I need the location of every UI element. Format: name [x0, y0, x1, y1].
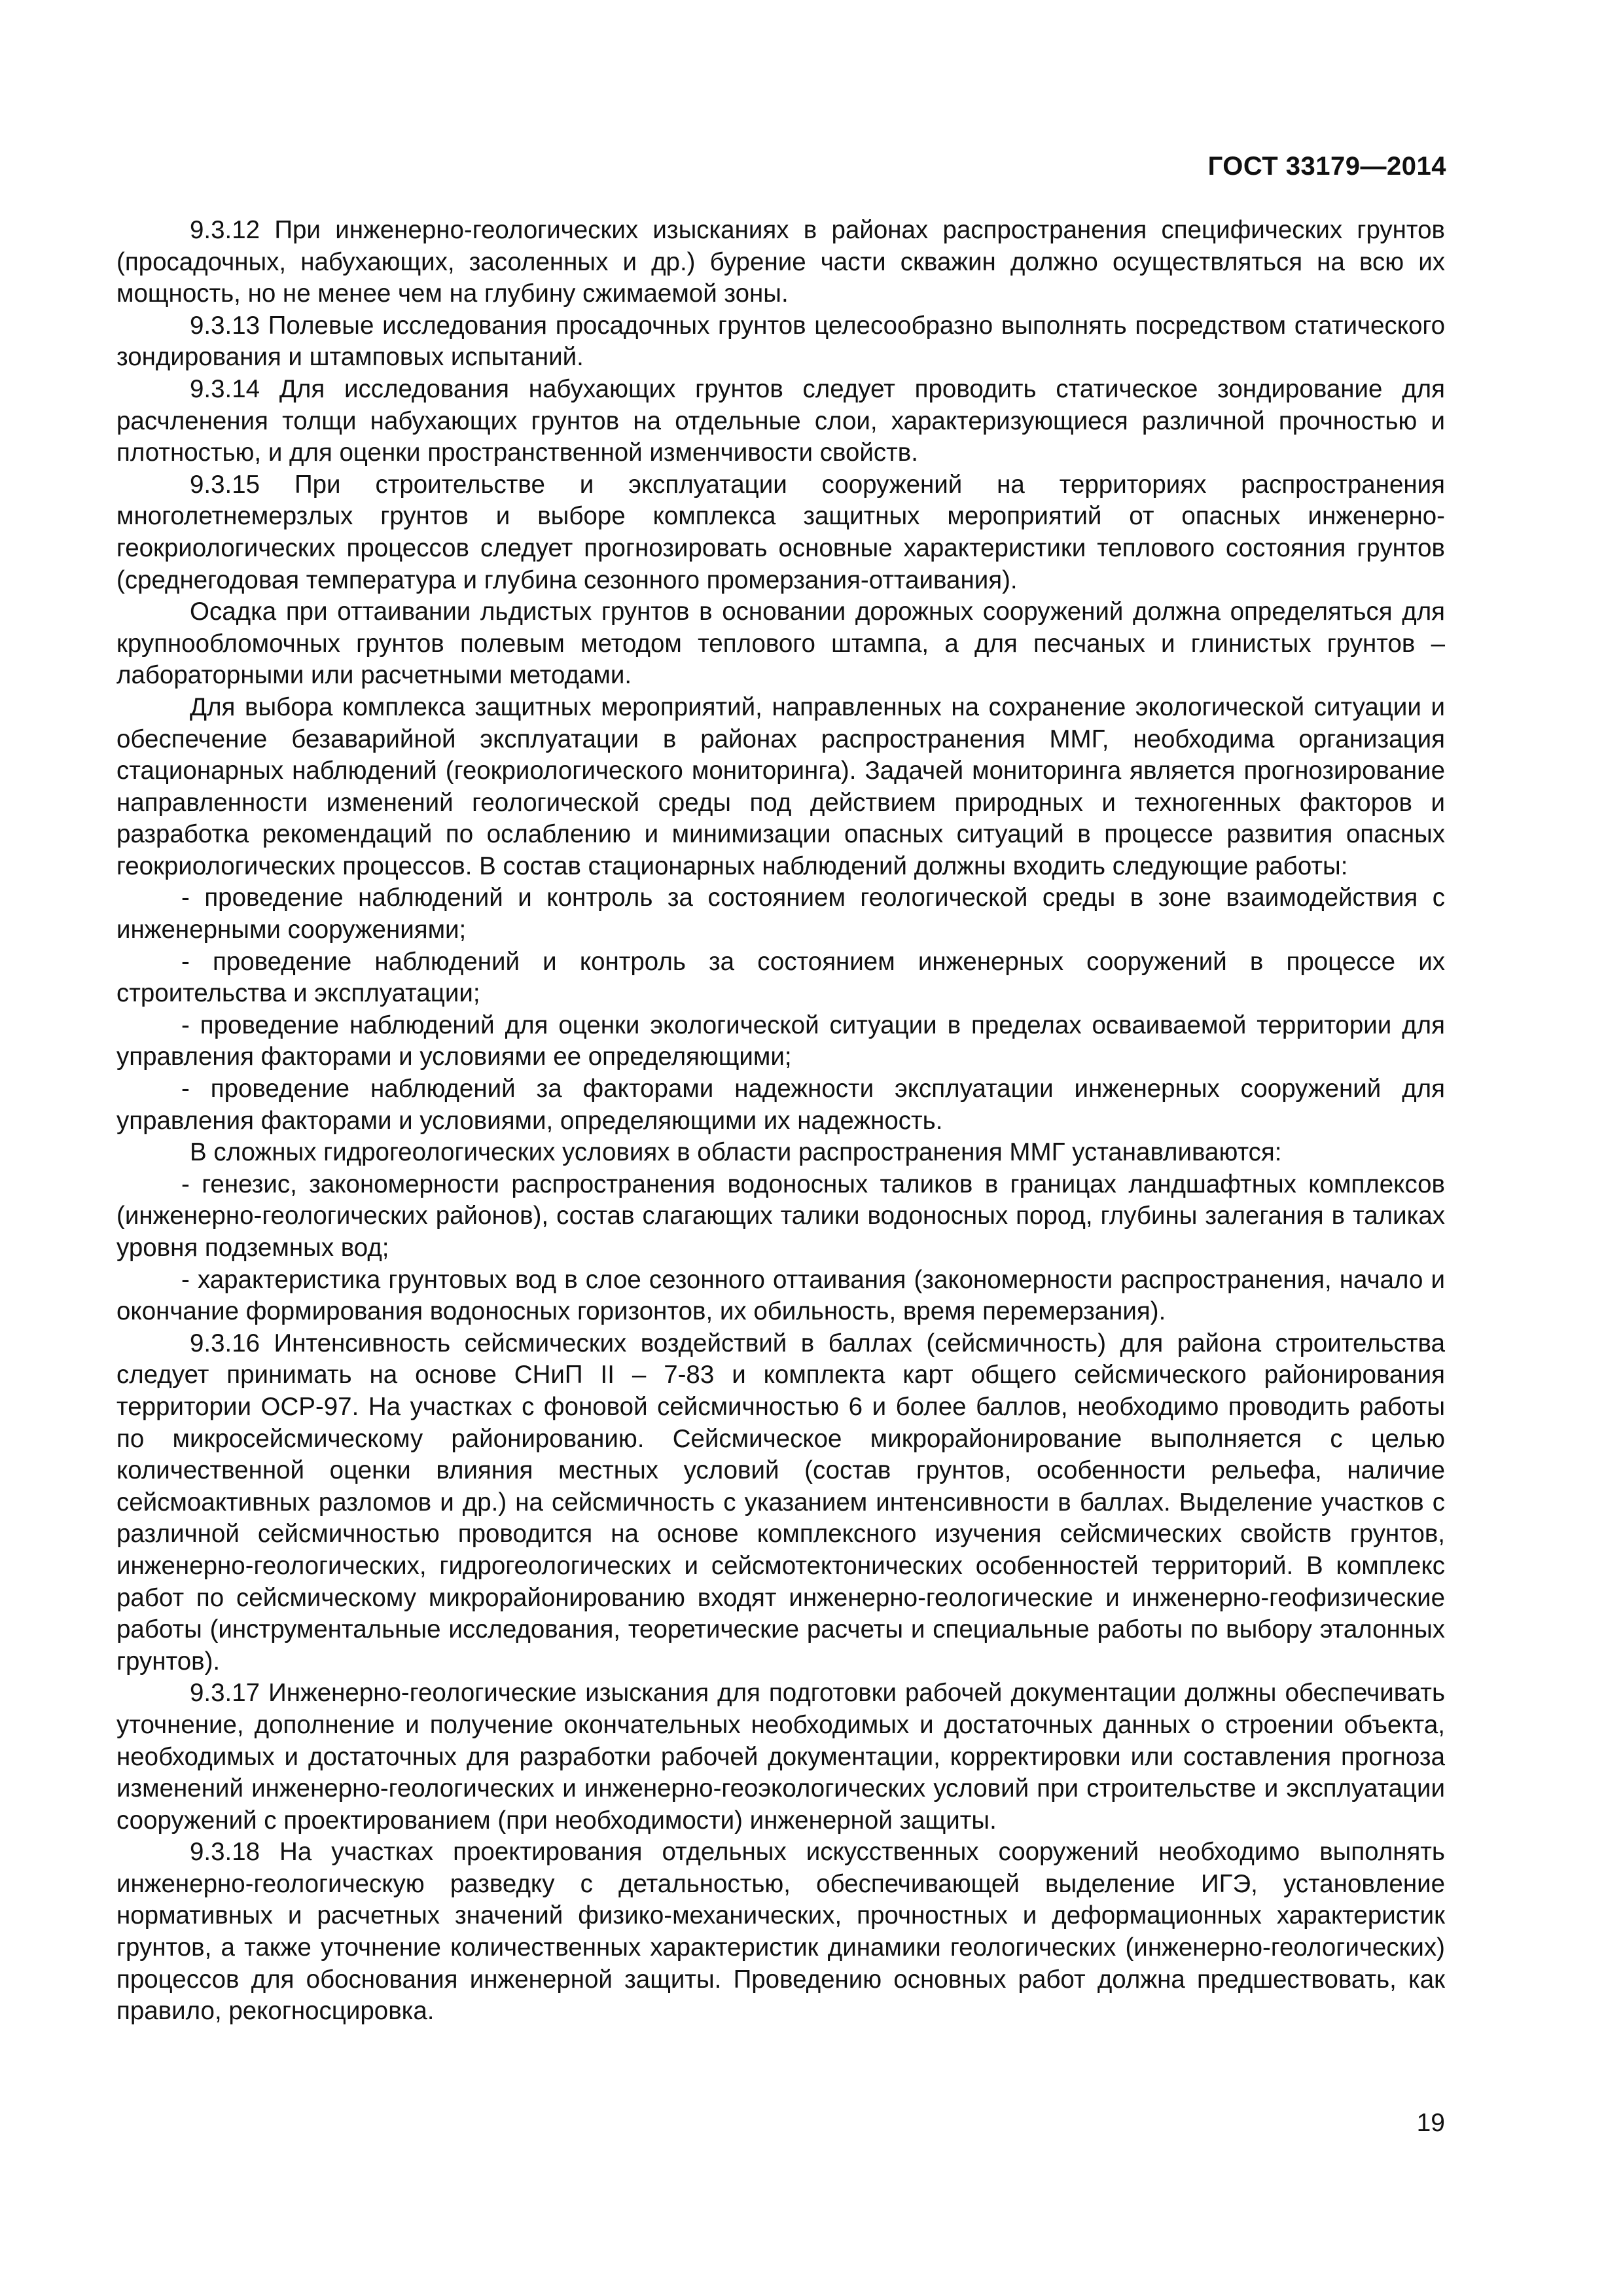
document-code-header: ГОСТ 33179—2014 — [1207, 152, 1446, 181]
paragraph-9-3-15: 9.3.15 При строительстве и эксплуатации сооружений на территориях распространения многолетнемерзлых грунтов и выборе комплекса защитных мероприятий от опасных инженерно-геокриологических процессов следует прогнозировать основные характеристики теплового состояния грунтов (среднегодовая температура и глубина сезонного промерзания-оттаивания). — [116, 470, 1445, 594]
list-item-hydrogeology-2: - характеристика грунтовых вод в слое сезонного оттаивания (закономерности распространения, начало и окончание формирования водоносных горизонтов, их обильность, время перемерзания). — [116, 1265, 1445, 1326]
paragraph-monitoring: Для выбора комплекса защитных мероприятий, направленных на сохранение экологической ситуации и обеспечение безаварийной эксплуатации в районах распространения ММГ, необходима организация стационарных наблюдений (геокриологического мониторинга). Задачей мониторинга является прогнозирование направленности изменений геологической среды под действием природных и техногенных факторов и разработка рекомендаций по ослаблению и минимизации опасных ситуаций в процессе развития опасных геокриологических процессов. В состав стационарных наблюдений должны входить следующие работы: — [116, 692, 1445, 880]
paragraph-9-3-14: 9.3.14 Для исследования набухающих грунтов следует проводить статическое зондирование для расчленения толщи набухающих грунтов на отдельные слои, характеризующиеся различной прочностью и плотностью, и для оценки пространственной изменчивости свойств. — [116, 374, 1445, 467]
paragraph-9-3-18: 9.3.18 На участках проектирования отдельных искусственных сооружений необходимо выполнять инженерно-геологическую разведку с детальностью, обеспечивающей выделение ИГЭ, установление нормативных и расчетных значений физико-механических, прочностных и деформационных характеристик грунтов, а также уточнение количественных характеристик динамики геологических (инженерно-геологических) процессов для обоснования инженерной защиты. Проведению основных работ должна предшествовать, как правило, рекогносцировка. — [116, 1838, 1445, 2026]
page-number: 19 — [1416, 2109, 1445, 2137]
list-item-monitoring-2: - проведение наблюдений и контроль за состоянием инженерных сооружений в процессе их строительства и эксплуатации; — [116, 947, 1445, 1008]
paragraph-9-3-16: 9.3.16 Интенсивность сейсмических воздействий в баллах (сейсмичность) для района строительства следует принимать на основе СНиП II – 7-83 и комплекта карт общего сейсмического районирования территории ОСР-97. На участках с фоновой сейсмичностью 6 и более баллов, необходимо проводить работы по микросейсмическому районированию. Сейсмическое микрорайонирование выполняется с целью количественной оценки влияния местных условий (состав грунтов, особенности рельефа, наличие сейсмоактивных разломов и др.) на сейсмичность с указанием интенсивности в баллах. Выделение участков с различной сейсмичностью проводится на основе комплексного изучения сейсмических свойств грунтов, инженерно-геологических, гидрогеологических и сейсмотектонических особенностей территорий. В комплекс работ по сейсмическому микрорайонированию входят инженерно-геологические и инженерно-геофизические работы (инструментальные исследования, теоретические расчеты и специальные работы по выбору эталонных грунтов). — [116, 1329, 1445, 1676]
paragraph-9-3-13: 9.3.13 Полевые исследования просадочных грунтов целесообразно выполнять посредством статического зондирования и штамповых испытаний. — [116, 311, 1445, 372]
list-item-monitoring-1: - проведение наблюдений и контроль за состоянием геологической среды в зоне взаимодействия с инженерными сооружениями; — [116, 884, 1445, 944]
paragraph-9-3-12: 9.3.12 При инженерно-геологических изысканиях в районах распространения специфических грунтов (просадочных, набухающих, засоленных и др.) бурение части скважин должно осуществляться на всю их мощность, но не менее чем на глубину сжимаемой зоны. — [116, 216, 1445, 308]
paragraph-9-3-17: 9.3.17 Инженерно-геологические изыскания для подготовки рабочей документации должны обеспечивать уточнение, дополнение и получение окончательных необходимых и достаточных данных о строении объекта, необходимых и достаточных для разработки рабочей документации, корректировки или составления прогноза изменений инженерно-геологических и инженерно-геоэкологических условий при строительстве и эксплуатации сооружений с проектированием (при необходимости) инженерной защиты. — [116, 1679, 1445, 1835]
list-item-monitoring-3: - проведение наблюдений для оценки экологической ситуации в пределах осваиваемой территории для управления факторами и условиями ее определяющими; — [116, 1011, 1445, 1071]
list-item-hydrogeology-1: - генезис, закономерности распространения водоносных таликов в границах ландшафтных комплексов (инженерно-геологических районов), состав слагающих талики водоносных пород, глубины залегания в таликах уровня подземных вод; — [116, 1170, 1445, 1262]
list-item-monitoring-4: - проведение наблюдений за факторами надежности эксплуатации инженерных сооружений для управления факторами и условиями, определяющими их надежность. — [116, 1075, 1445, 1135]
paragraph-thaw-settlement: Осадка при оттаивании льдистых грунтов в основании дорожных сооружений должна определяться для крупнообломочных грунтов полевым методом теплового штампа, а для песчаных и глинистых грунтов – лабораторными или расчетными методами. — [116, 598, 1445, 690]
document-body — [116, 215, 1445, 2028]
paragraph-hydrogeology: В сложных гидрогеологических условиях в области распространения ММГ устанавливаются: — [190, 1138, 1282, 1167]
